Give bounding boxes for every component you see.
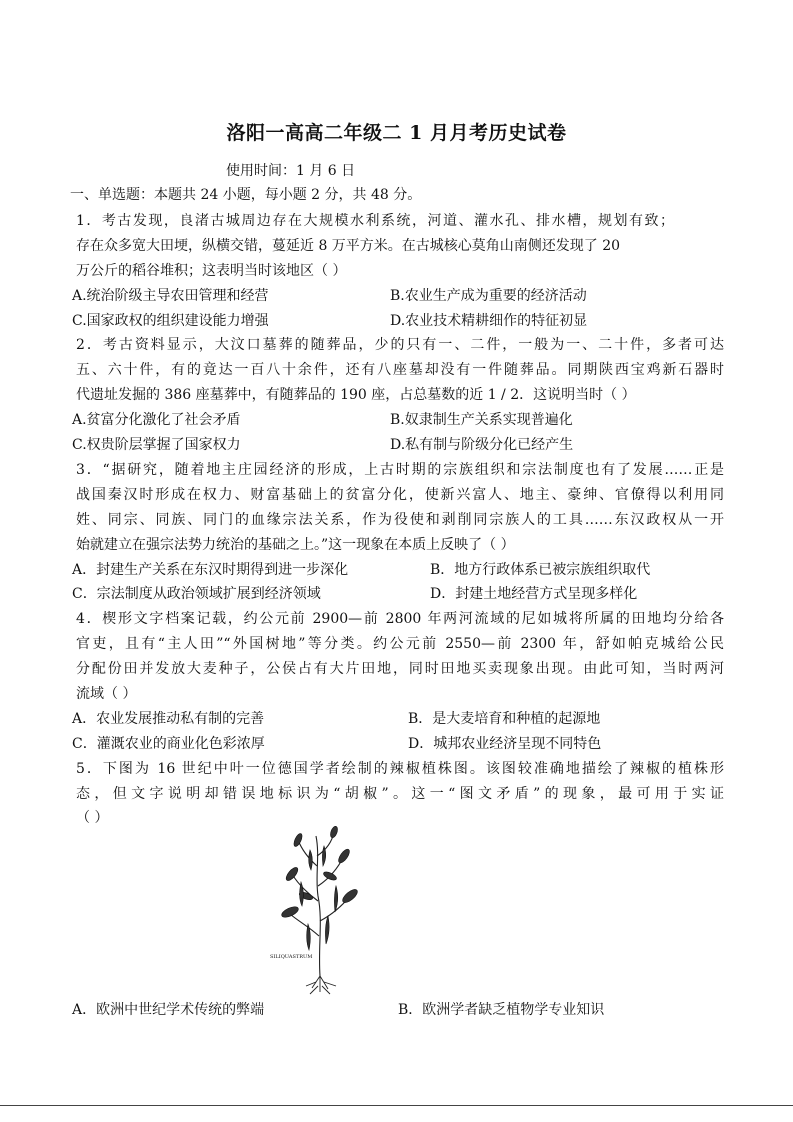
question-2-line-3: 代遗址发掘的 386 座墓葬中，有随葬品的 190 座，占总墓数的近 1 / 2．这说明当时（ ） xyxy=(76,387,636,403)
question-4-option-a: A．农业发展推动私有制的完善 xyxy=(72,711,265,727)
question-1-line-2: 存在众多宽大田埂，纵横交错，蔓延近 8 万平方米。在古城核心莫角山南侧还发现了 20 xyxy=(76,238,621,254)
question-1-line-1: 1．考古发现，良渚古城周边存在大规模水利系统，河道、灌水孔、排水槽，规划有致； xyxy=(76,213,674,229)
question-4-line-2: 官吏，且有“主人田”“外国树地”等分类。约公元前 2550—前 2300 年，舒如帕克城给公民 xyxy=(76,636,724,652)
question-2-option-a: A.贫富分化激化了社会矛盾 xyxy=(72,412,241,428)
question-3-option-d: D．封建土地经营方式呈现多样化 xyxy=(430,586,638,602)
question-3-option-c: C．宗法制度从政治领域扩展到经济领域 xyxy=(72,586,321,602)
question-1-option-d: D.农业技术精耕细作的特征初显 xyxy=(390,313,588,329)
question-5-option-b: B．欧洲学者缺乏植物学专业知识 xyxy=(398,1002,605,1018)
question-3-option-b: B．地方行政体系已被宗族组织取代 xyxy=(430,562,651,578)
question-3-line-1: 3．“据研究，随着地主庄园经济的形成，上古时期的宗族组织和宗法制度也有了发展……正是 xyxy=(76,462,724,478)
figure-caption: SILIQUASTRUM xyxy=(270,954,313,960)
question-1-option-a: A.统治阶级主导农田管理和经营 xyxy=(72,288,269,304)
question-5-option-a: A．欧洲中世纪学术传统的弊端 xyxy=(72,1002,265,1018)
question-2-line-1: 2．考古资料显示，大汶口墓葬的随葬品，少的只有一、二件，一般为一、二十件，多者可达 xyxy=(76,337,724,353)
question-3-option-a: A．封建生产关系在东汉时期得到进一步深化 xyxy=(72,562,349,578)
pepper-plant-illustration xyxy=(268,826,368,996)
question-4-line-4: 流域（ ） xyxy=(76,686,137,702)
question-2-option-d: D.私有制与阶级分化已经产生 xyxy=(390,437,574,453)
section-heading: 一、单选题：本题共 24 小题，每小题 2 分，共 48 分。 xyxy=(70,187,422,203)
question-4-option-c: C．灌溉农业的商业化色彩浓厚 xyxy=(72,736,265,752)
question-4-line-1: 4．楔形文字档案记载，约公元前 2900—前 2800 年两河流域的尼如城将所属的田地均分给各 xyxy=(76,611,724,627)
question-2-option-b: B.奴隶制生产关系实现普遍化 xyxy=(390,412,573,428)
question-4-line-3: 分配份田并发放大麦种子，公侯占有大片田地，同时田地买卖现象出现。由此可知，当时两河 xyxy=(76,661,724,677)
question-1-option-b: B.农业生产成为重要的经济活动 xyxy=(390,288,587,304)
question-5-line-1: 5．下图为 16 世纪中叶一位德国学者绘制的辣椒植株图。该图较准确地描绘了辣椒的植株形 xyxy=(76,761,724,777)
question-2-option-c: C.权贵阶层掌握了国家权力 xyxy=(72,437,241,453)
page-bottom-rule xyxy=(0,1105,793,1106)
question-1-option-c: C.国家政权的组织建设能力增强 xyxy=(72,313,269,329)
question-3-line-4: 始就建立在强宗法势力统治的基础之上。”这一现象在本质上反映了（ ） xyxy=(76,537,515,553)
question-5-line-3: （ ） xyxy=(76,810,109,826)
question-1-line-3: 万公斤的稻谷堆积；这表明当时该地区（ ） xyxy=(76,263,347,279)
question-4-option-d: D．城邦农业经济呈现不同特色 xyxy=(408,736,602,752)
use-time: 使用时间：1 月 6 日 xyxy=(226,163,356,179)
page-title: 洛阳一高高二年级二 1 月月考历史试卷 xyxy=(226,122,567,144)
question-3-line-2: 战国秦汉时形成在权力、财富基础上的贫富分化，使新兴富人、地主、豪绅、官僚得以利用同 xyxy=(76,487,724,503)
question-5-line-2: 态，但文字说明却错误地标识为“胡椒”。这一“图文矛盾”的现象，最可用于实证 xyxy=(76,786,724,802)
question-3-line-3: 姓、同宗、同族、同门的血缘宗法关系，作为役使和剥削同宗族人的工具……东汉政权从一开 xyxy=(76,512,724,528)
question-4-option-b: B．是大麦培育和种植的起源地 xyxy=(408,711,601,727)
question-2-line-2: 五、六十件，有的竟达一百八十余件，还有八座墓却没有一件随葬品。同期陕西宝鸡新石器时 xyxy=(76,362,724,378)
